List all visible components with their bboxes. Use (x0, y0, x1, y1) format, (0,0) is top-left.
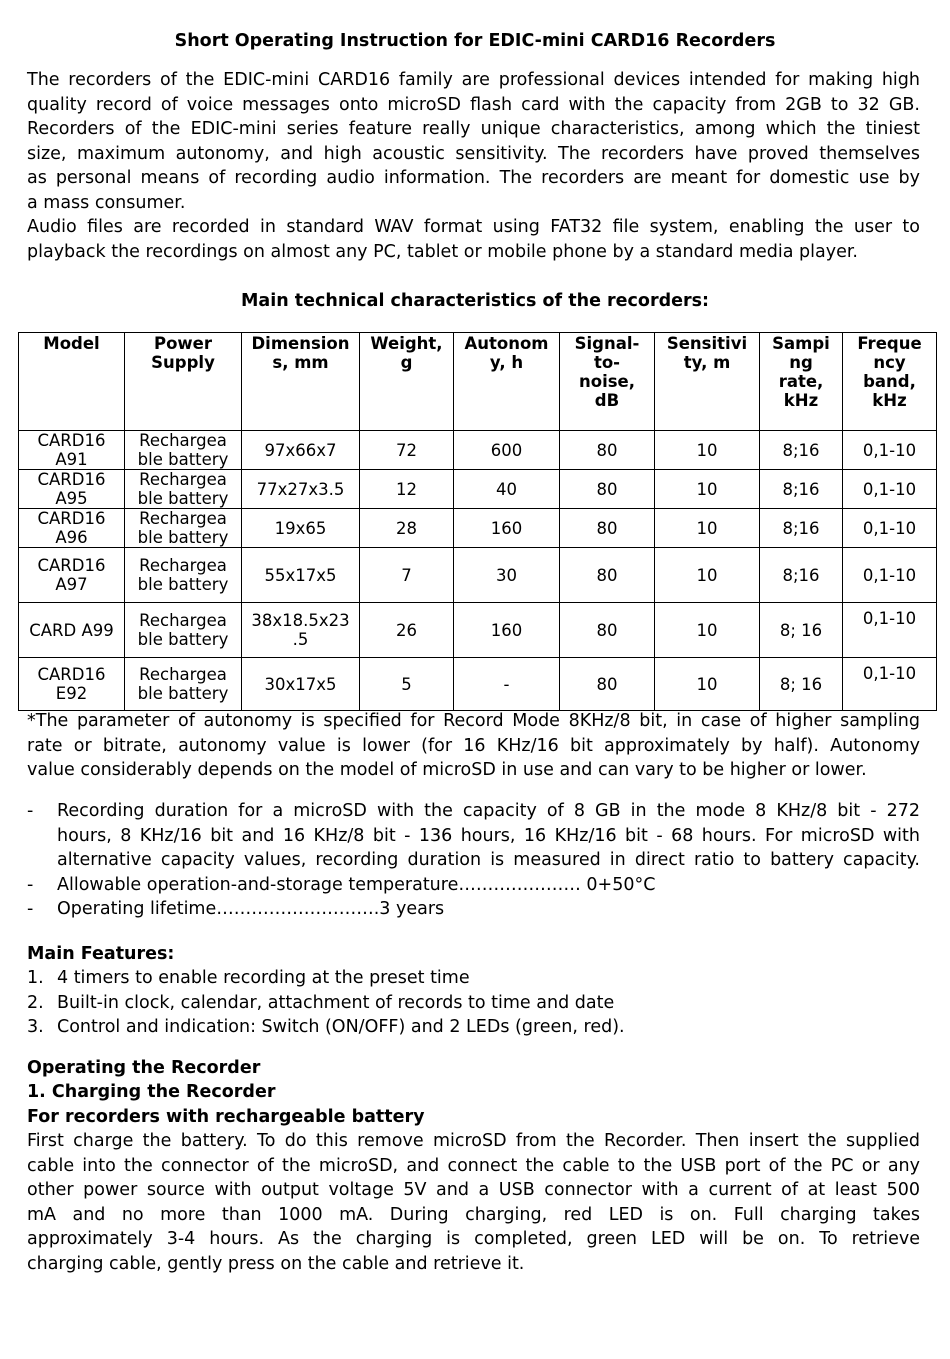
header-text: Sampi (772, 334, 830, 353)
list-item-text: Control and indication: Switch (ON/OFF) and 2 LEDs (green, red). (57, 1017, 625, 1037)
list-item (27, 1015, 920, 1040)
table-cell (125, 658, 242, 711)
table-cell (843, 603, 937, 658)
list-marker: - (27, 899, 34, 919)
cell-text: 30x17x5 (264, 674, 337, 694)
cell-text: ble battery (137, 684, 229, 703)
table-cell (655, 603, 760, 658)
cell-text: 38x18.5x23 (251, 611, 350, 630)
table-cell (19, 658, 125, 711)
text-line: value considerably depends on the model of microSD in use and can vary to be higher or lower. (27, 760, 867, 780)
cell-text: 8; 16 (779, 674, 823, 694)
table-cell (843, 548, 937, 603)
cell-text: 80 (596, 565, 618, 585)
table-cell (655, 470, 760, 509)
table-cell (125, 431, 242, 470)
cell-text: 160 (490, 518, 523, 538)
cell-text: 10 (696, 620, 718, 640)
header-text: Signal- (574, 334, 640, 353)
header-text: Sensitivi (666, 334, 748, 353)
cell-text: CARD16 (37, 509, 106, 528)
table-cell (454, 658, 560, 711)
table-cell (242, 658, 360, 711)
cell-text: E92 (55, 684, 88, 703)
table-cell (843, 509, 937, 548)
list-marker: 3. (27, 1017, 44, 1037)
table-row (19, 509, 937, 548)
column-header (843, 333, 937, 431)
cell-text: 10 (696, 479, 718, 499)
table-cell (242, 548, 360, 603)
cell-text: 97x66x7 (264, 440, 337, 460)
cell-text: 10 (696, 674, 718, 694)
cell-text: 8;16 (782, 565, 820, 585)
cell-text: 0,1-10 (862, 609, 917, 628)
table-cell (125, 509, 242, 548)
table-cell (125, 603, 242, 658)
table-cell (454, 431, 560, 470)
cell-text: 80 (596, 518, 618, 538)
cell-text: 0,1-10 (862, 440, 917, 460)
text-line: approximately 3-4 hours. As the charging is completed, green LED will be on. To retrieve (27, 1229, 920, 1249)
table-cell (655, 509, 760, 548)
header-text: rate, (778, 372, 824, 391)
cell-text: Rechargea (139, 665, 227, 684)
table-cell (360, 658, 454, 711)
table-row (19, 603, 937, 658)
list-item-text: 4 timers to enable recording at the preset time (57, 968, 470, 988)
cell-text: 10 (696, 518, 718, 538)
document-title: Short Operating Instruction for EDIC-mini CARD16 Recorders (174, 31, 776, 51)
spec-dash-list (27, 799, 920, 922)
text-line: cable into the connector of the microSD, and connect the cable to the USB port of the PC or any (27, 1155, 920, 1176)
cell-text: Rechargea (139, 431, 227, 450)
cell-text: CARD16 (37, 470, 106, 489)
header-text: Weight, (370, 334, 443, 353)
cell-text: - (503, 674, 510, 694)
cell-text: A95 (55, 489, 88, 508)
column-header (560, 333, 655, 431)
text-line: playback the recordings on almost any PC, tablet or mobile phone by a standard media player. (27, 241, 858, 262)
cell-text: 10 (696, 565, 718, 585)
text-line: *The parameter of autonomy is specified for Record Mode 8KHz/8 bit, in case of higher sampling (27, 711, 920, 731)
list-marker: - (27, 874, 34, 895)
text-line: quality record of voice messages onto microSD flash card with the capacity from 2GB to 32 GB. (27, 94, 920, 115)
list-item-text: Built-in clock, calendar, attachment of records to time and date (57, 992, 615, 1013)
cell-text: CARD16 (37, 556, 106, 575)
text-line: The recorders of the EDIC-mini CARD16 family are professional devices intended for making high (27, 70, 920, 90)
table-cell (360, 603, 454, 658)
cell-text: A91 (55, 450, 88, 469)
battery-heading: For recorders with rechargeable battery (27, 1107, 425, 1127)
list-marker: 1. (27, 968, 44, 988)
header-text: Autonom (464, 334, 549, 353)
list-item (27, 799, 920, 873)
table-cell (560, 548, 655, 603)
cell-text: 160 (490, 620, 523, 640)
charging-heading: 1. Charging the Recorder (27, 1082, 276, 1102)
table-cell (242, 470, 360, 509)
cell-text: 55x17x5 (264, 565, 337, 585)
table-cell (760, 548, 843, 603)
autonomy-footnote (27, 709, 920, 783)
cell-text: A97 (55, 575, 88, 594)
cell-text: 80 (596, 674, 618, 694)
header-text: Dimension (251, 334, 350, 353)
cell-text: 0,1-10 (862, 664, 917, 683)
cell-text: 8; 16 (779, 620, 823, 640)
header-text: to- (593, 353, 621, 372)
table-row (19, 658, 937, 711)
table-cell (360, 470, 454, 509)
table-cell (560, 509, 655, 548)
column-header (19, 333, 125, 431)
table-header-row (19, 333, 937, 431)
header-text: dB (594, 391, 620, 410)
charging-paragraph (27, 1129, 920, 1276)
table-title: Main technical characteristics of the recorders: (240, 291, 710, 311)
table-cell (560, 658, 655, 711)
cell-text: CARD16 (37, 431, 106, 450)
text-line: as personal means of recording audio information. The recorders are meant for domestic use by (27, 168, 920, 188)
table-cell (655, 658, 760, 711)
text-line: Recording duration for a microSD with the capacity of 8 GB in the mode 8 KHz/8 bit - 272 (57, 801, 920, 821)
table-cell (242, 509, 360, 548)
cell-text: 26 (396, 620, 417, 640)
text-line: Allowable operation-and-storage temperature………………… 0+50°C (57, 874, 656, 895)
cell-text: A96 (55, 528, 88, 547)
table-cell (19, 603, 125, 658)
cell-text: 80 (596, 620, 618, 640)
table-cell (360, 431, 454, 470)
header-text: Model (43, 334, 100, 353)
text-line: First charge the battery. To do this remove microSD from the Recorder. Then insert the supplied (27, 1131, 920, 1151)
text-line: alternative capacity values, recording duration is measured in direct ratio to battery capacity. (57, 850, 920, 870)
table-cell (125, 548, 242, 603)
cell-text: 7 (401, 565, 412, 585)
cell-text: 0,1-10 (862, 518, 917, 538)
text-line: rate or bitrate, autonomy value is lower (for 16 KHz/16 bit approximately by half). Autonomy (27, 735, 920, 756)
cell-text: 12 (396, 479, 417, 499)
list-item (27, 991, 920, 1016)
table-cell (454, 470, 560, 509)
cell-text: 0,1-10 (862, 479, 917, 499)
header-text: s, mm (272, 353, 329, 372)
cell-text: 8;16 (782, 479, 820, 499)
cell-text: ble battery (137, 489, 229, 508)
cell-text: 0,1-10 (862, 565, 917, 585)
cell-text: CARD16 (37, 665, 106, 684)
header-text: band, (863, 372, 916, 391)
table-cell (19, 470, 125, 509)
header-text: noise, (578, 372, 636, 391)
cell-text: 5 (401, 674, 412, 694)
table-cell (242, 603, 360, 658)
cell-text: 28 (396, 518, 417, 538)
text-line: Operating lifetime……………………….3 years (57, 899, 445, 919)
header-text: Power (154, 334, 212, 353)
cell-text: 77x27x3.5 (256, 479, 345, 499)
header-text: y, h (489, 353, 524, 372)
characteristics-table (18, 332, 937, 711)
cell-text: 40 (496, 479, 517, 499)
text-line: hours, 8 KHz/16 bit and 16 KHz/8 bit - 136 hours, 16 KHz/16 bit - 68 hours. For microSD with (57, 825, 920, 846)
header-text: ty, m (683, 353, 731, 372)
text-line: Audio files are recorded in standard WAV format using FAT32 file system, enabling the user to (27, 217, 920, 237)
header-text: Supply (151, 353, 215, 372)
column-header (454, 333, 560, 431)
table-cell (760, 603, 843, 658)
features-heading: Main Features: (27, 944, 175, 964)
table-cell (655, 431, 760, 470)
text-line: mA and no more than 1000 mA. During charging, red LED is on. Full charging takes (27, 1204, 920, 1225)
text-line: other power source with output voltage 5V and a USB connector with a current of at least 500 (27, 1180, 920, 1200)
cell-text: Rechargea (139, 509, 227, 528)
text-line: Recorders of the EDIC-mini series feature really unique characteristics, among which the tiniest (27, 119, 920, 139)
cell-text: ble battery (137, 575, 229, 594)
text-line: a mass consumer. (27, 192, 186, 213)
header-text: g (400, 353, 413, 372)
column-header (360, 333, 454, 431)
table-cell (360, 548, 454, 603)
table-cell (760, 658, 843, 711)
table-cell (19, 509, 125, 548)
text-line: charging cable, gently press on the cable and retrieve it. (27, 1253, 525, 1274)
table-row (19, 548, 937, 603)
table-cell (843, 431, 937, 470)
table-cell (454, 548, 560, 603)
column-header (242, 333, 360, 431)
column-header (760, 333, 843, 431)
cell-text: 8;16 (782, 518, 820, 538)
table-cell (360, 509, 454, 548)
cell-text: 8;16 (782, 440, 820, 460)
intro-paragraph (27, 68, 920, 264)
cell-text: ble battery (137, 528, 229, 547)
table-row (19, 431, 937, 470)
header-text: ng (789, 353, 813, 372)
cell-text: ble battery (137, 630, 229, 649)
cell-text: Rechargea (139, 611, 227, 630)
cell-text: 600 (490, 440, 523, 460)
header-text: kHz (872, 391, 907, 410)
table-cell (19, 431, 125, 470)
cell-text: Rechargea (139, 556, 227, 575)
features-list (27, 966, 920, 1040)
operating-heading: Operating the Recorder (27, 1058, 261, 1078)
table-cell (760, 431, 843, 470)
list-item (27, 966, 920, 991)
table-cell (125, 470, 242, 509)
table-row (19, 470, 937, 509)
table-cell (760, 509, 843, 548)
cell-text: 30 (496, 565, 517, 585)
column-header (125, 333, 242, 431)
cell-text: CARD A99 (29, 620, 114, 640)
cell-text: 80 (596, 440, 618, 460)
text-line: size, maximum autonomy, and high acoustic sensitivity. The recorders have proved themselves (27, 143, 920, 164)
table-cell (843, 658, 937, 711)
table-cell (560, 603, 655, 658)
list-item (27, 897, 920, 922)
table-cell (454, 603, 560, 658)
cell-text: ble battery (137, 450, 229, 469)
table-cell (760, 470, 843, 509)
table-cell (843, 470, 937, 509)
cell-text: 80 (596, 479, 618, 499)
table-cell (454, 509, 560, 548)
list-item (27, 873, 920, 898)
table-cell (560, 470, 655, 509)
table-cell (560, 431, 655, 470)
header-text: Freque (857, 334, 922, 353)
list-marker: 2. (27, 992, 44, 1013)
header-text: ncy (873, 353, 906, 372)
cell-text: Rechargea (139, 470, 227, 489)
cell-text: .5 (292, 630, 309, 649)
table-cell (242, 431, 360, 470)
cell-text: 72 (396, 440, 417, 460)
table-cell (655, 548, 760, 603)
table-cell (19, 548, 125, 603)
cell-text: 10 (696, 440, 718, 460)
header-text: kHz (783, 391, 819, 410)
cell-text: 19x65 (274, 518, 327, 538)
column-header (655, 333, 760, 431)
list-marker: - (27, 801, 34, 821)
